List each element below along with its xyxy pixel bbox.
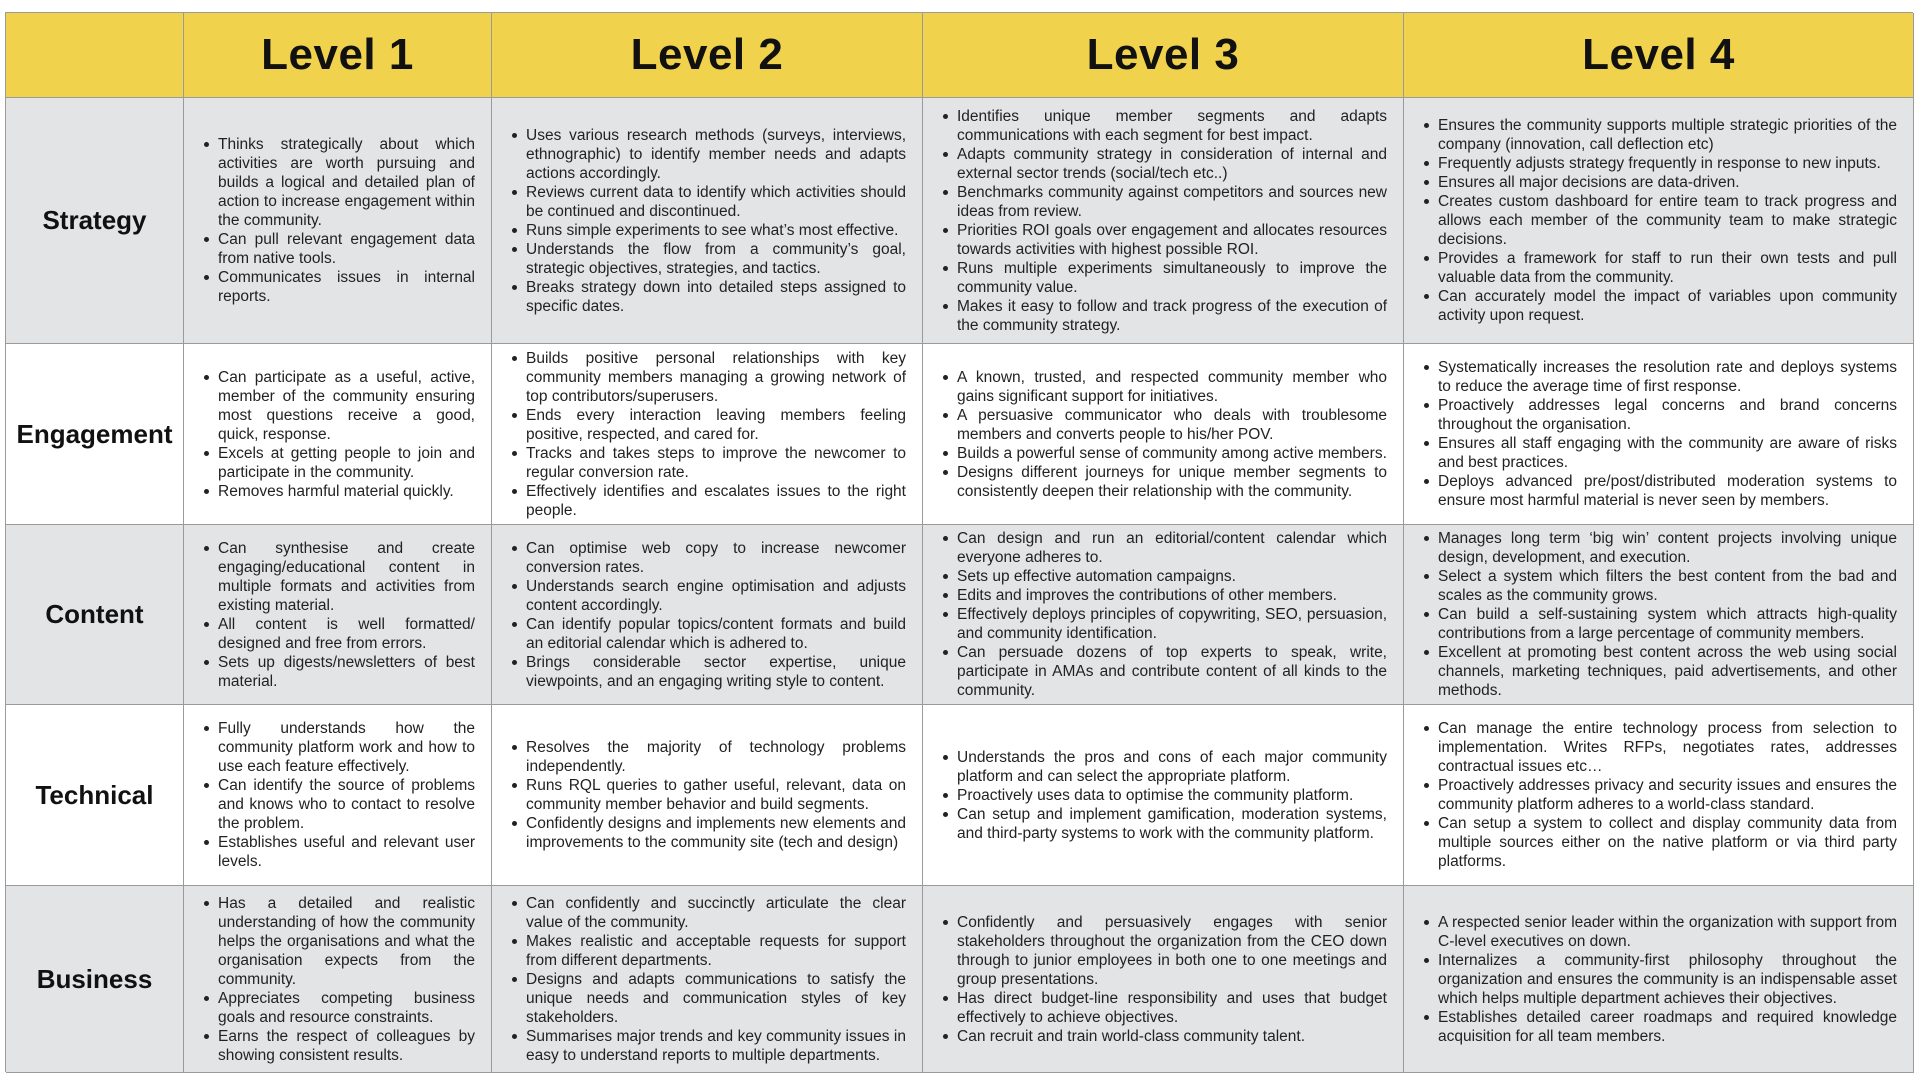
list-item: Can accurately model the impact of variables upon community activity upon request. — [1438, 288, 1897, 324]
list-item: Runs multiple experiments simultaneously to improve the community value. — [957, 259, 1387, 296]
row-header-label: Business — [36, 963, 153, 994]
list-item: All content is well formatted/ designed and free from errors. — [218, 615, 475, 652]
list-item: A respected senior leader within the organization with support from C-level executives on down. — [1438, 913, 1897, 950]
list-item: Ensures all staff engaging with the community are aware of risks and best practices. — [1438, 435, 1897, 471]
row-header-engagement — [6, 344, 184, 525]
list-item: Removes harmful material quickly. — [218, 482, 475, 501]
corner-header-cell — [6, 13, 184, 98]
column-header-level-2 — [492, 13, 923, 98]
list-item: Understands search engine optimisation and adjusts content accordingly. — [526, 577, 906, 614]
column-header-level-3 — [923, 13, 1404, 98]
list-item: Can synthesise and create engaging/educational content in multiple formats and activities from existing material. — [218, 539, 475, 614]
list-item: Effectively deploys principles of copywriting, SEO, persuasion, and community identification. — [957, 606, 1387, 642]
list-item: Select a system which filters the best content from the bad and scales as the community grows. — [1438, 568, 1897, 604]
row-header-label: Content — [45, 599, 144, 629]
matrix-cell-content-level-2 — [492, 525, 923, 705]
list-item: Designs and adapts communications to satisfy the unique needs and communication styles of key stakeholders. — [526, 970, 906, 1026]
matrix-cell-business-level-1 — [184, 886, 492, 1073]
row-header-technical — [6, 705, 184, 886]
bullet-list — [937, 913, 1387, 1046]
bullet-list — [937, 748, 1387, 843]
bullet-list — [937, 368, 1387, 501]
bullet-list — [198, 539, 475, 691]
list-item: Can manage the entire technology process from selection to implementation. Writes RFPs, negotiates rates, addresses contractual issues etc… — [1438, 720, 1897, 775]
matrix-cell-engagement-level-4 — [1404, 344, 1914, 525]
list-item: Benchmarks community against competitors and sources new ideas from review. — [957, 183, 1387, 220]
list-item: Can optimise web copy to increase newcomer conversion rates. — [526, 539, 906, 576]
list-item: Confidently and persuasively engages with senior stakeholders throughout the organization from the CEO down through to junior employees in both one to one meetings and group presentations. — [957, 913, 1387, 988]
column-header-label: Level 1 — [261, 30, 414, 79]
list-item: Identifies unique member segments and adapts communications with each segment for best impact. — [957, 107, 1387, 144]
matrix-cell-engagement-level-2 — [492, 344, 923, 525]
list-item: Sets up digests/newsletters of best material. — [218, 653, 475, 690]
list-item: Systematically increases the resolution rate and deploys systems to reduce the average time of first response. — [1438, 359, 1897, 395]
list-item: Makes realistic and acceptable requests for support from different departments. — [526, 932, 906, 969]
list-item: Can persuade dozens of top experts to speak, write, participate in AMAs and contribute content of all kinds to the community. — [957, 644, 1387, 699]
list-item: Manages long term ‘big win’ content projects involving unique design, development, and execution. — [1438, 530, 1897, 566]
list-item: Fully understands how the community platform work and how to use each feature effectively. — [218, 720, 475, 775]
list-item: Summarises major trends and key community issues in easy to understand reports to multiple departments. — [526, 1027, 906, 1064]
matrix-cell-business-level-4 — [1404, 886, 1914, 1073]
matrix-cell-content-level-3 — [923, 525, 1404, 705]
bullet-list — [937, 107, 1387, 335]
column-header-label: Level 4 — [1582, 30, 1735, 79]
list-item: Frequently adjusts strategy frequently in response to new inputs. — [1438, 154, 1897, 173]
matrix-cell-content-level-4 — [1404, 525, 1914, 705]
bullet-list — [506, 126, 906, 316]
list-item: Builds positive personal relationships with key community members managing a growing network of top contributors/superusers. — [526, 349, 906, 405]
list-item: Internalizes a community-first philosophy throughout the organization and ensures the community is an indispensable asset which helps multiple department achieves their objectives. — [1438, 951, 1897, 1007]
list-item: Runs RQL queries to gather useful, relevant, data on community member behavior and build segments. — [526, 777, 906, 813]
list-item: Excellent at promoting best content across the web using social channels, marketing techniques, paid advertisements, and other methods. — [1438, 644, 1897, 699]
list-item: Appreciates competing business goals and resource constraints. — [218, 989, 475, 1026]
matrix-cell-business-level-2 — [492, 886, 923, 1073]
matrix-cell-strategy-level-1 — [184, 98, 492, 344]
list-item: Can identify popular topics/content formats and build an editorial calendar which is adhered to. — [526, 615, 906, 652]
row-header-business — [6, 886, 184, 1073]
list-item: Provides a framework for staff to run their own tests and pull valuable data from the community. — [1438, 250, 1897, 286]
list-item: Makes it easy to follow and track progress of the execution of the community strategy. — [957, 297, 1387, 334]
list-item: Brings considerable sector expertise, unique viewpoints, and an engaging writing style to content. — [526, 653, 906, 690]
row-header-label: Technical — [35, 779, 154, 810]
list-item: Proactively addresses legal concerns and brand concerns throughout the organisation. — [1438, 397, 1897, 433]
matrix-cell-technical-level-4 — [1404, 705, 1914, 886]
bullet-list — [198, 719, 475, 871]
matrix-cell-technical-level-2 — [492, 705, 923, 886]
column-header-label: Level 2 — [630, 30, 784, 79]
bullet-list — [506, 894, 906, 1065]
column-header-label: Level 3 — [1086, 30, 1240, 79]
matrix-cell-strategy-level-3 — [923, 98, 1404, 344]
list-item: Earns the respect of colleagues by showing consistent results. — [218, 1027, 475, 1064]
list-item: Communicates issues in internal reports. — [218, 269, 475, 305]
matrix-cell-business-level-3 — [923, 886, 1404, 1073]
competency-matrix — [5, 12, 1913, 1072]
bullet-list — [1418, 913, 1897, 1046]
column-header-level-1 — [184, 13, 492, 98]
list-item: Ensures the community supports multiple strategic priorities of the company (innovation, call deflection etc) — [1438, 117, 1897, 153]
list-item: Priorities ROI goals over engagement and allocates resources towards activities with highest possible ROI. — [957, 221, 1387, 258]
bullet-list — [937, 529, 1387, 700]
list-item: Ensures all major decisions are data-driven. — [1438, 173, 1897, 192]
list-item: Understands the pros and cons of each major community platform and can select the appropriate platform. — [957, 748, 1387, 785]
list-item: Can identify the source of problems and knows who to contact to resolve the problem. — [218, 777, 475, 832]
list-item: Effectively identifies and escalates issues to the right people. — [526, 482, 906, 519]
row-header-strategy — [6, 98, 184, 344]
list-item: Understands the flow from a community’s goal, strategic objectives, strategies, and tactics. — [526, 240, 906, 277]
bullet-list — [198, 135, 475, 306]
bullet-list — [1418, 116, 1897, 325]
list-item: Has direct budget-line responsibility and uses that budget effectively to achieve objectives. — [957, 989, 1387, 1026]
list-item: Resolves the majority of technology problems independently. — [526, 739, 906, 775]
matrix-cell-content-level-1 — [184, 525, 492, 705]
list-item: Creates custom dashboard for entire team to track progress and allows each member of the community team to make strategic decisions. — [1438, 193, 1897, 248]
list-item: Establishes useful and relevant user levels. — [218, 834, 475, 870]
bullet-list — [1418, 719, 1897, 871]
list-item: Has a detailed and realistic understanding of how the community helps the organisations and what the organisation expects from the community. — [218, 894, 475, 988]
row-header-label: Engagement — [16, 418, 173, 449]
list-item: A known, trusted, and respected community member who gains significant support for initiatives. — [957, 368, 1387, 405]
matrix-cell-strategy-level-2 — [492, 98, 923, 344]
list-item: Sets up effective automation campaigns. — [957, 567, 1387, 586]
matrix-cell-engagement-level-3 — [923, 344, 1404, 525]
list-item: Can recruit and train world-class community talent. — [957, 1027, 1387, 1046]
column-header-level-4 — [1404, 13, 1914, 98]
matrix-cell-engagement-level-1 — [184, 344, 492, 525]
list-item: Adapts community strategy in consideration of internal and external sector trends (social/tech etc..) — [957, 145, 1387, 182]
list-item: Can pull relevant engagement data from native tools. — [218, 231, 475, 267]
bullet-list — [1418, 358, 1897, 510]
matrix-cell-technical-level-3 — [923, 705, 1404, 886]
list-item: Can participate as a useful, active, member of the community ensuring most questions receive a good, quick, response. — [218, 368, 475, 443]
list-item: Tracks and takes steps to improve the newcomer to regular conversion rate. — [526, 444, 906, 481]
bullet-list — [506, 539, 906, 691]
list-item: Proactively addresses privacy and security issues and ensures the community platform adheres to a world-class standard. — [1438, 777, 1897, 813]
list-item: Confidently designs and implements new elements and improvements to the community site (tech and design) — [526, 815, 906, 851]
list-item: Breaks strategy down into detailed steps assigned to specific dates. — [526, 278, 906, 315]
list-item: Deploys advanced pre/post/distributed moderation systems to ensure most harmful material is never seen by members. — [1438, 473, 1897, 509]
bullet-list — [1418, 529, 1897, 700]
list-item: Ends every interaction leaving members feeling positive, respected, and cared for. — [526, 406, 906, 443]
list-item: Builds a powerful sense of community among active members. — [957, 444, 1387, 462]
list-item: Edits and improves the contributions of other members. — [957, 586, 1387, 605]
list-item: Proactively uses data to optimise the community platform. — [957, 786, 1387, 805]
list-item: Reviews current data to identify which activities should be continued and discontinued. — [526, 183, 906, 220]
list-item: Runs simple experiments to see what’s most effective. — [526, 221, 906, 240]
list-item: Can build a self-sustaining system which attracts high-quality contributions from a large percentage of community members. — [1438, 606, 1897, 642]
list-item: Thinks strategically about which activities are worth pursuing and builds a logical and detailed plan of action to increase engagement within the community. — [218, 136, 475, 229]
list-item: A persuasive communicator who deals with troublesome members and converts people to his/her POV. — [957, 406, 1387, 443]
matrix-cell-technical-level-1 — [184, 705, 492, 886]
list-item: Establishes detailed career roadmaps and required knowledge acquisition for all team members. — [1438, 1008, 1897, 1045]
row-header-label: Strategy — [42, 205, 147, 235]
matrix-cell-strategy-level-4 — [1404, 98, 1914, 344]
list-item: Designs different journeys for unique member segments to consistently deepen their relationship with the community. — [957, 463, 1387, 500]
list-item: Uses various research methods (surveys, interviews, ethnographic) to identify member needs and adapts actions accordingly. — [526, 126, 906, 182]
row-header-content — [6, 525, 184, 705]
bullet-list — [506, 349, 906, 520]
bullet-list — [198, 368, 475, 501]
list-item: Can confidently and succinctly articulate the clear value of the community. — [526, 894, 906, 931]
list-item: Can setup and implement gamification, moderation systems, and third-party systems to work with the community platform. — [957, 805, 1387, 842]
list-item: Can setup a system to collect and display community data from multiple sources either on the native platform or via third party platforms. — [1438, 815, 1897, 870]
list-item: Excels at getting people to join and participate in the community. — [218, 444, 475, 481]
bullet-list — [198, 894, 475, 1065]
bullet-list — [506, 738, 906, 852]
list-item: Can design and run an editorial/content calendar which everyone adheres to. — [957, 530, 1387, 566]
